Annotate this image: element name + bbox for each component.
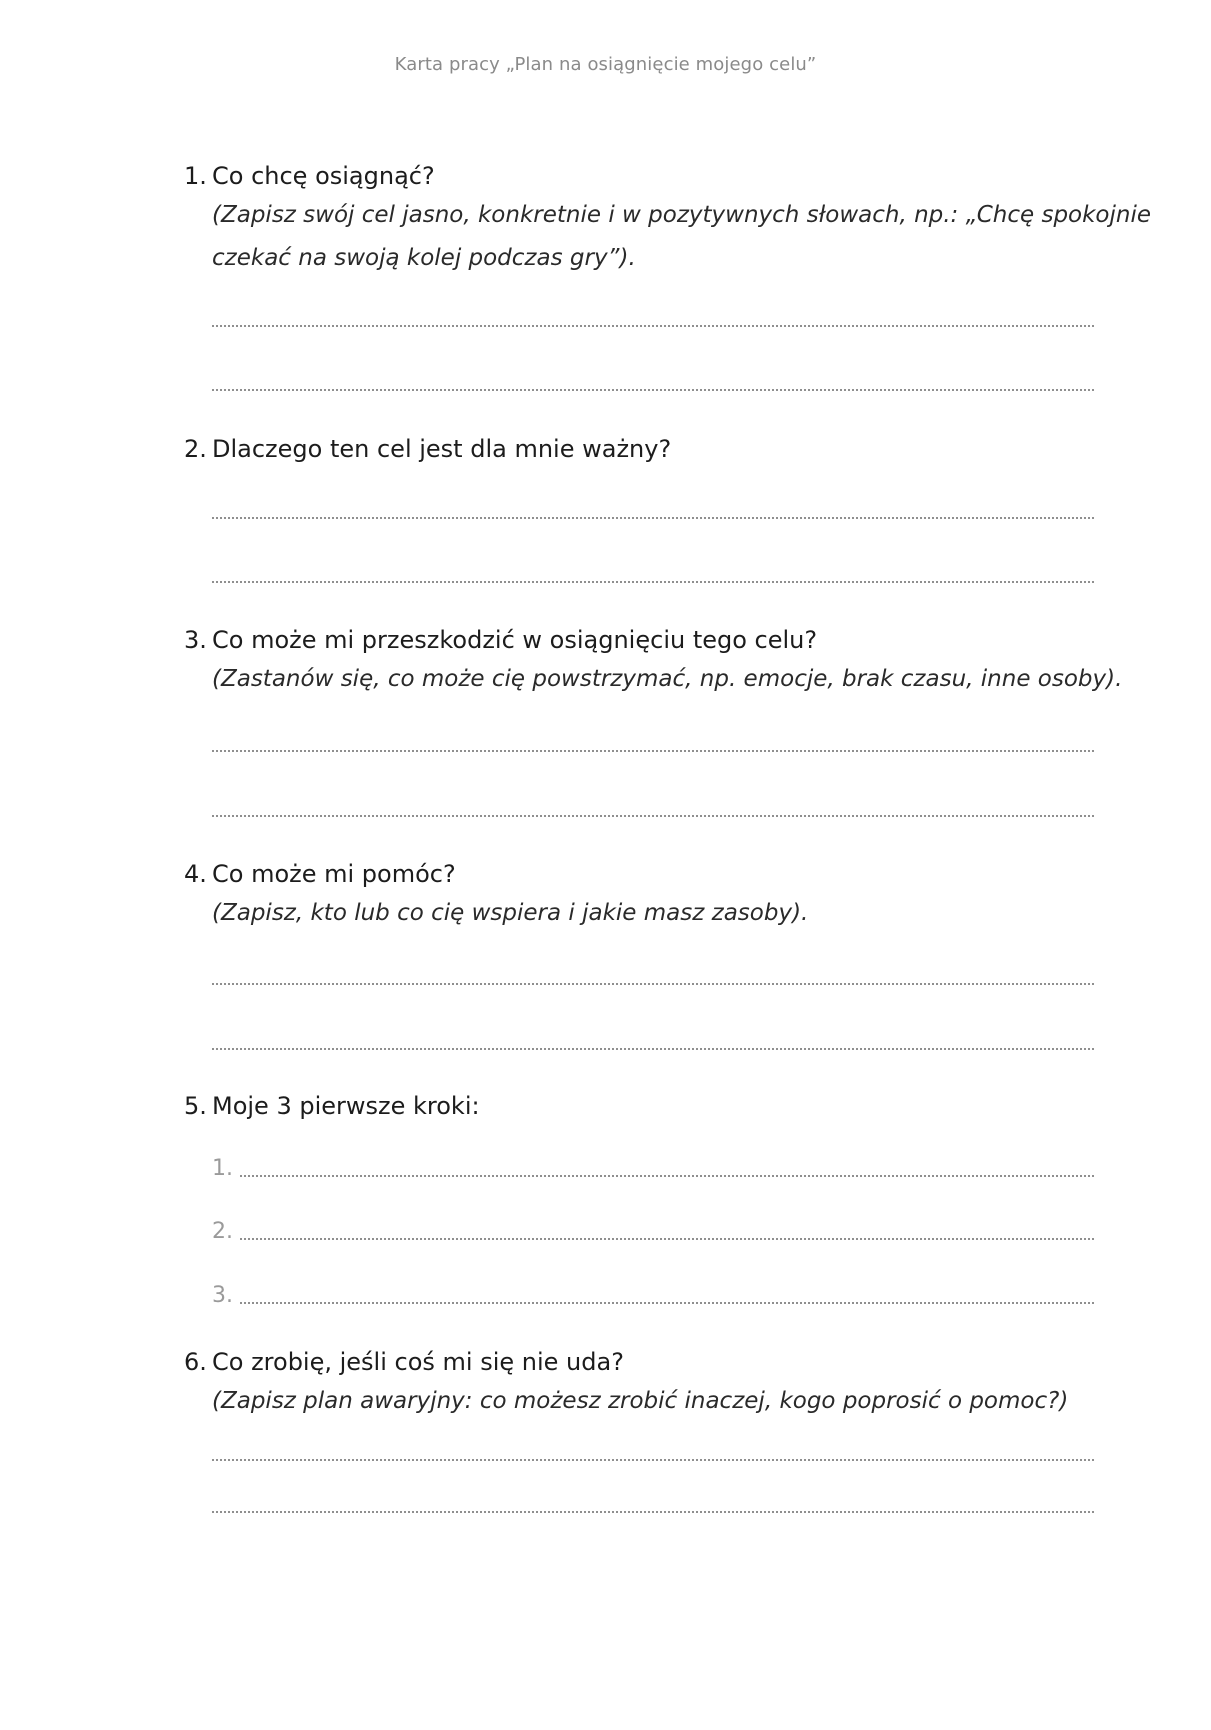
section-number: 5. [184,1092,207,1120]
answer-line[interactable] [212,1511,1094,1513]
section-number: 1. [184,162,207,190]
section-question: Dlaczego ten cel jest dla mnie ważny? [212,435,672,463]
section-number: 4. [184,860,207,888]
section-number: 3. [184,626,207,654]
step-number: 2. [212,1219,233,1244]
section-question: Moje 3 pierwsze kroki: [212,1092,480,1120]
step-answer-line[interactable] [240,1175,1094,1177]
section-number: 6. [184,1348,207,1376]
step-answer-line[interactable] [240,1302,1094,1304]
answer-line[interactable] [212,815,1094,817]
step-number: 1. [212,1156,233,1181]
step-number: 3. [212,1283,233,1308]
section-hint: czekać na swoją kolej podczas gry”). [212,245,636,271]
page-header: Karta pracy „Plan na osiągnięcie mojego celu” [394,54,817,75]
section-question: Co chcę osiągnąć? [212,162,435,190]
answer-line[interactable] [212,1048,1094,1050]
answer-line[interactable] [212,1459,1094,1461]
section-hint: (Zapisz plan awaryjny: co możesz zrobić inaczej, kogo poprosić o pomoc?) [212,1388,1069,1414]
answer-line[interactable] [212,517,1094,519]
answer-line[interactable] [212,325,1094,327]
section-number: 2. [184,435,207,463]
section-question: Co może mi przeszkodzić w osiągnięciu tego celu? [212,626,818,654]
section-question: Co może mi pomóc? [212,860,456,888]
step-answer-line[interactable] [240,1238,1094,1240]
answer-line[interactable] [212,750,1094,752]
answer-line[interactable] [212,581,1094,583]
section-question: Co zrobię, jeśli coś mi się nie uda? [212,1348,624,1376]
answer-line[interactable] [212,983,1094,985]
answer-line[interactable] [212,389,1094,391]
section-hint: (Zapisz, kto lub co cię wspiera i jakie masz zasoby). [212,900,809,926]
section-hint: (Zapisz swój cel jasno, konkretnie i w pozytywnych słowach, np.: „Chcę spokojnie [212,202,1152,228]
section-hint: (Zastanów się, co może cię powstrzymać, np. emocje, brak czasu, inne osoby). [212,666,1123,692]
